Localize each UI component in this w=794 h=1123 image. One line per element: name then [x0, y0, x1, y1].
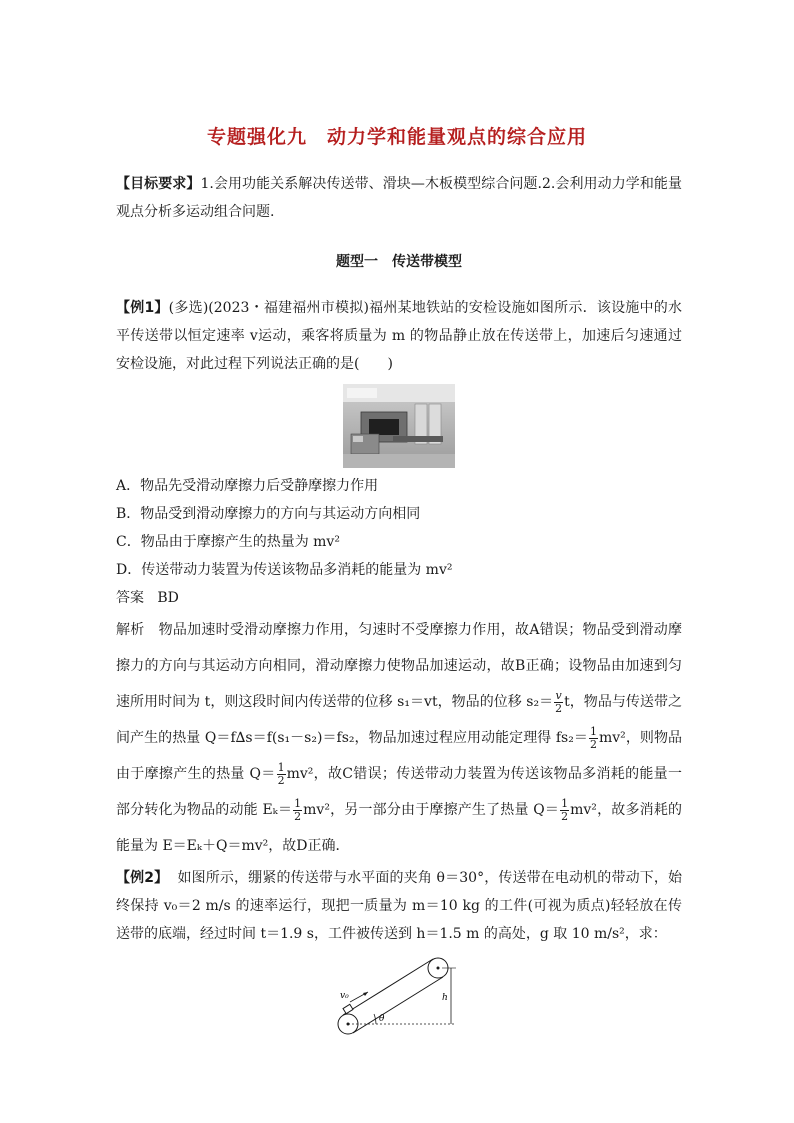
content-body — [116, 170, 682, 1036]
example2-stem — [116, 864, 682, 948]
fraction-num: 1 — [294, 796, 302, 810]
fraction-den: 2 — [294, 809, 302, 823]
analysis-part-3: mv²，则物品由于摩擦产生的热量 Q＝ — [116, 730, 682, 782]
analysis-part-4: mv²，故C错误；传送带动力装置为传送该物品多消耗的能量一部分转化为物品的动能 Eₖ＝ — [116, 766, 682, 818]
fraction-num: v — [555, 688, 562, 702]
answer-label: 答案 — [116, 590, 144, 606]
theta-label: θ — [379, 1014, 385, 1024]
page-title: 专题强化九 动力学和能量观点的综合应用 — [206, 126, 587, 148]
fraction-den: 2 — [561, 809, 569, 823]
conveyor-diagram-wrap — [116, 954, 682, 1036]
example2-stem-text: 如图所示，绷紧的传送带与水平面的夹角 θ＝30°，传送带在电动机的带动下，始终保持 v₀＝2 m/s 的速率运行，现把一质量为 m＝10 kg 的工件(可视为质点)轻轻放在传送带的底端，经过时间 t＝1.9 s，工件被传送到 h＝1.5 m 的高处，g 取 10 m/s²，求： — [116, 870, 682, 942]
objectives-label: 【目标要求】 — [116, 176, 201, 192]
fraction-half — [277, 762, 286, 787]
fraction-num: 1 — [561, 796, 569, 810]
fraction-den: 2 — [277, 773, 285, 787]
objectives — [116, 170, 682, 226]
example1-answer — [116, 584, 682, 612]
analysis-part-1: 物品加速时受滑动摩擦力作用，匀速时不受摩擦力作用，故A错误；物品受到滑动摩擦力的方向与其运动方向相同，滑动摩擦力使物品加速运动，故B正确；设物品由加速到匀速所用时间为 t，则这段时间内传送带的位移 s₁＝vt，物品的位移 s₂＝ — [116, 622, 682, 710]
velocity-arrowhead — [363, 992, 368, 996]
example1-stem-text: (多选)(2023・福建福州市模拟)福州某地铁站的安检设施如图所示．该设施中的水平传送带以恒定速率 v运动，乘客将质量为 m 的物品静止放在传送带上，加速后匀速通过安检设施，对此过程下列说法正确的是( ) — [116, 300, 682, 372]
fraction-half — [589, 726, 598, 751]
analysis-part-5: mv²，另一部分由于摩擦产生了热量 Q＝ — [303, 802, 560, 818]
security-photo-wrap — [116, 384, 682, 468]
example1-option-a: A．物品先受滑动摩擦力后受静摩擦力作用 — [116, 478, 379, 494]
fraction-num: 1 — [589, 724, 597, 738]
top-pulley-axle — [437, 967, 440, 970]
v0-label: v₀ — [340, 991, 349, 1001]
belt-top — [343, 959, 433, 1015]
inclined-conveyor-diagram — [334, 954, 464, 1036]
h-label: h — [442, 993, 448, 1003]
section-heading: 题型一 传送带模型 — [336, 254, 462, 270]
fraction-half — [560, 798, 569, 823]
fraction-den: 2 — [589, 737, 597, 751]
workpiece-block — [343, 1004, 353, 1013]
fraction-v-over-2 — [554, 690, 563, 715]
example1-label: 【例1】 — [116, 300, 169, 316]
fraction-num: 1 — [277, 760, 285, 774]
answer-value: BD — [157, 590, 179, 606]
objectives-text: 1.会用功能关系解决传送带、滑块—木板模型综合问题.2.会利用动力学和能量观点分析多运动组合问题. — [116, 176, 682, 220]
belt-bottom — [353, 977, 443, 1033]
example1-analysis — [116, 612, 682, 864]
example1-stem — [116, 294, 682, 378]
example2-label: 【例2】 — [116, 870, 169, 886]
fraction-den: 2 — [555, 701, 563, 715]
example1-option-c: C．物品由于摩擦产生的热量为 mv² — [116, 534, 340, 550]
example1-option-b: B．物品受到滑动摩擦力的方向与其运动方向相同 — [116, 506, 421, 522]
analysis-label: 解析 — [116, 622, 145, 638]
example1-option-d: D．传送带动力装置为传送该物品多消耗的能量为 mv² — [116, 562, 453, 578]
fraction-half — [293, 798, 302, 823]
security-scanner-photo — [343, 384, 455, 468]
analysis-part-6: mv²，故多消耗的能量为 E＝Eₖ＋Q＝mv²，故D正确． — [116, 802, 683, 854]
analysis-part-2: t，物品与传送带之间产生的热量 Q＝f∆s＝f(s₁－s₂)＝fs₂，物品加速过程应用动能定理得 fs₂＝ — [116, 694, 682, 746]
